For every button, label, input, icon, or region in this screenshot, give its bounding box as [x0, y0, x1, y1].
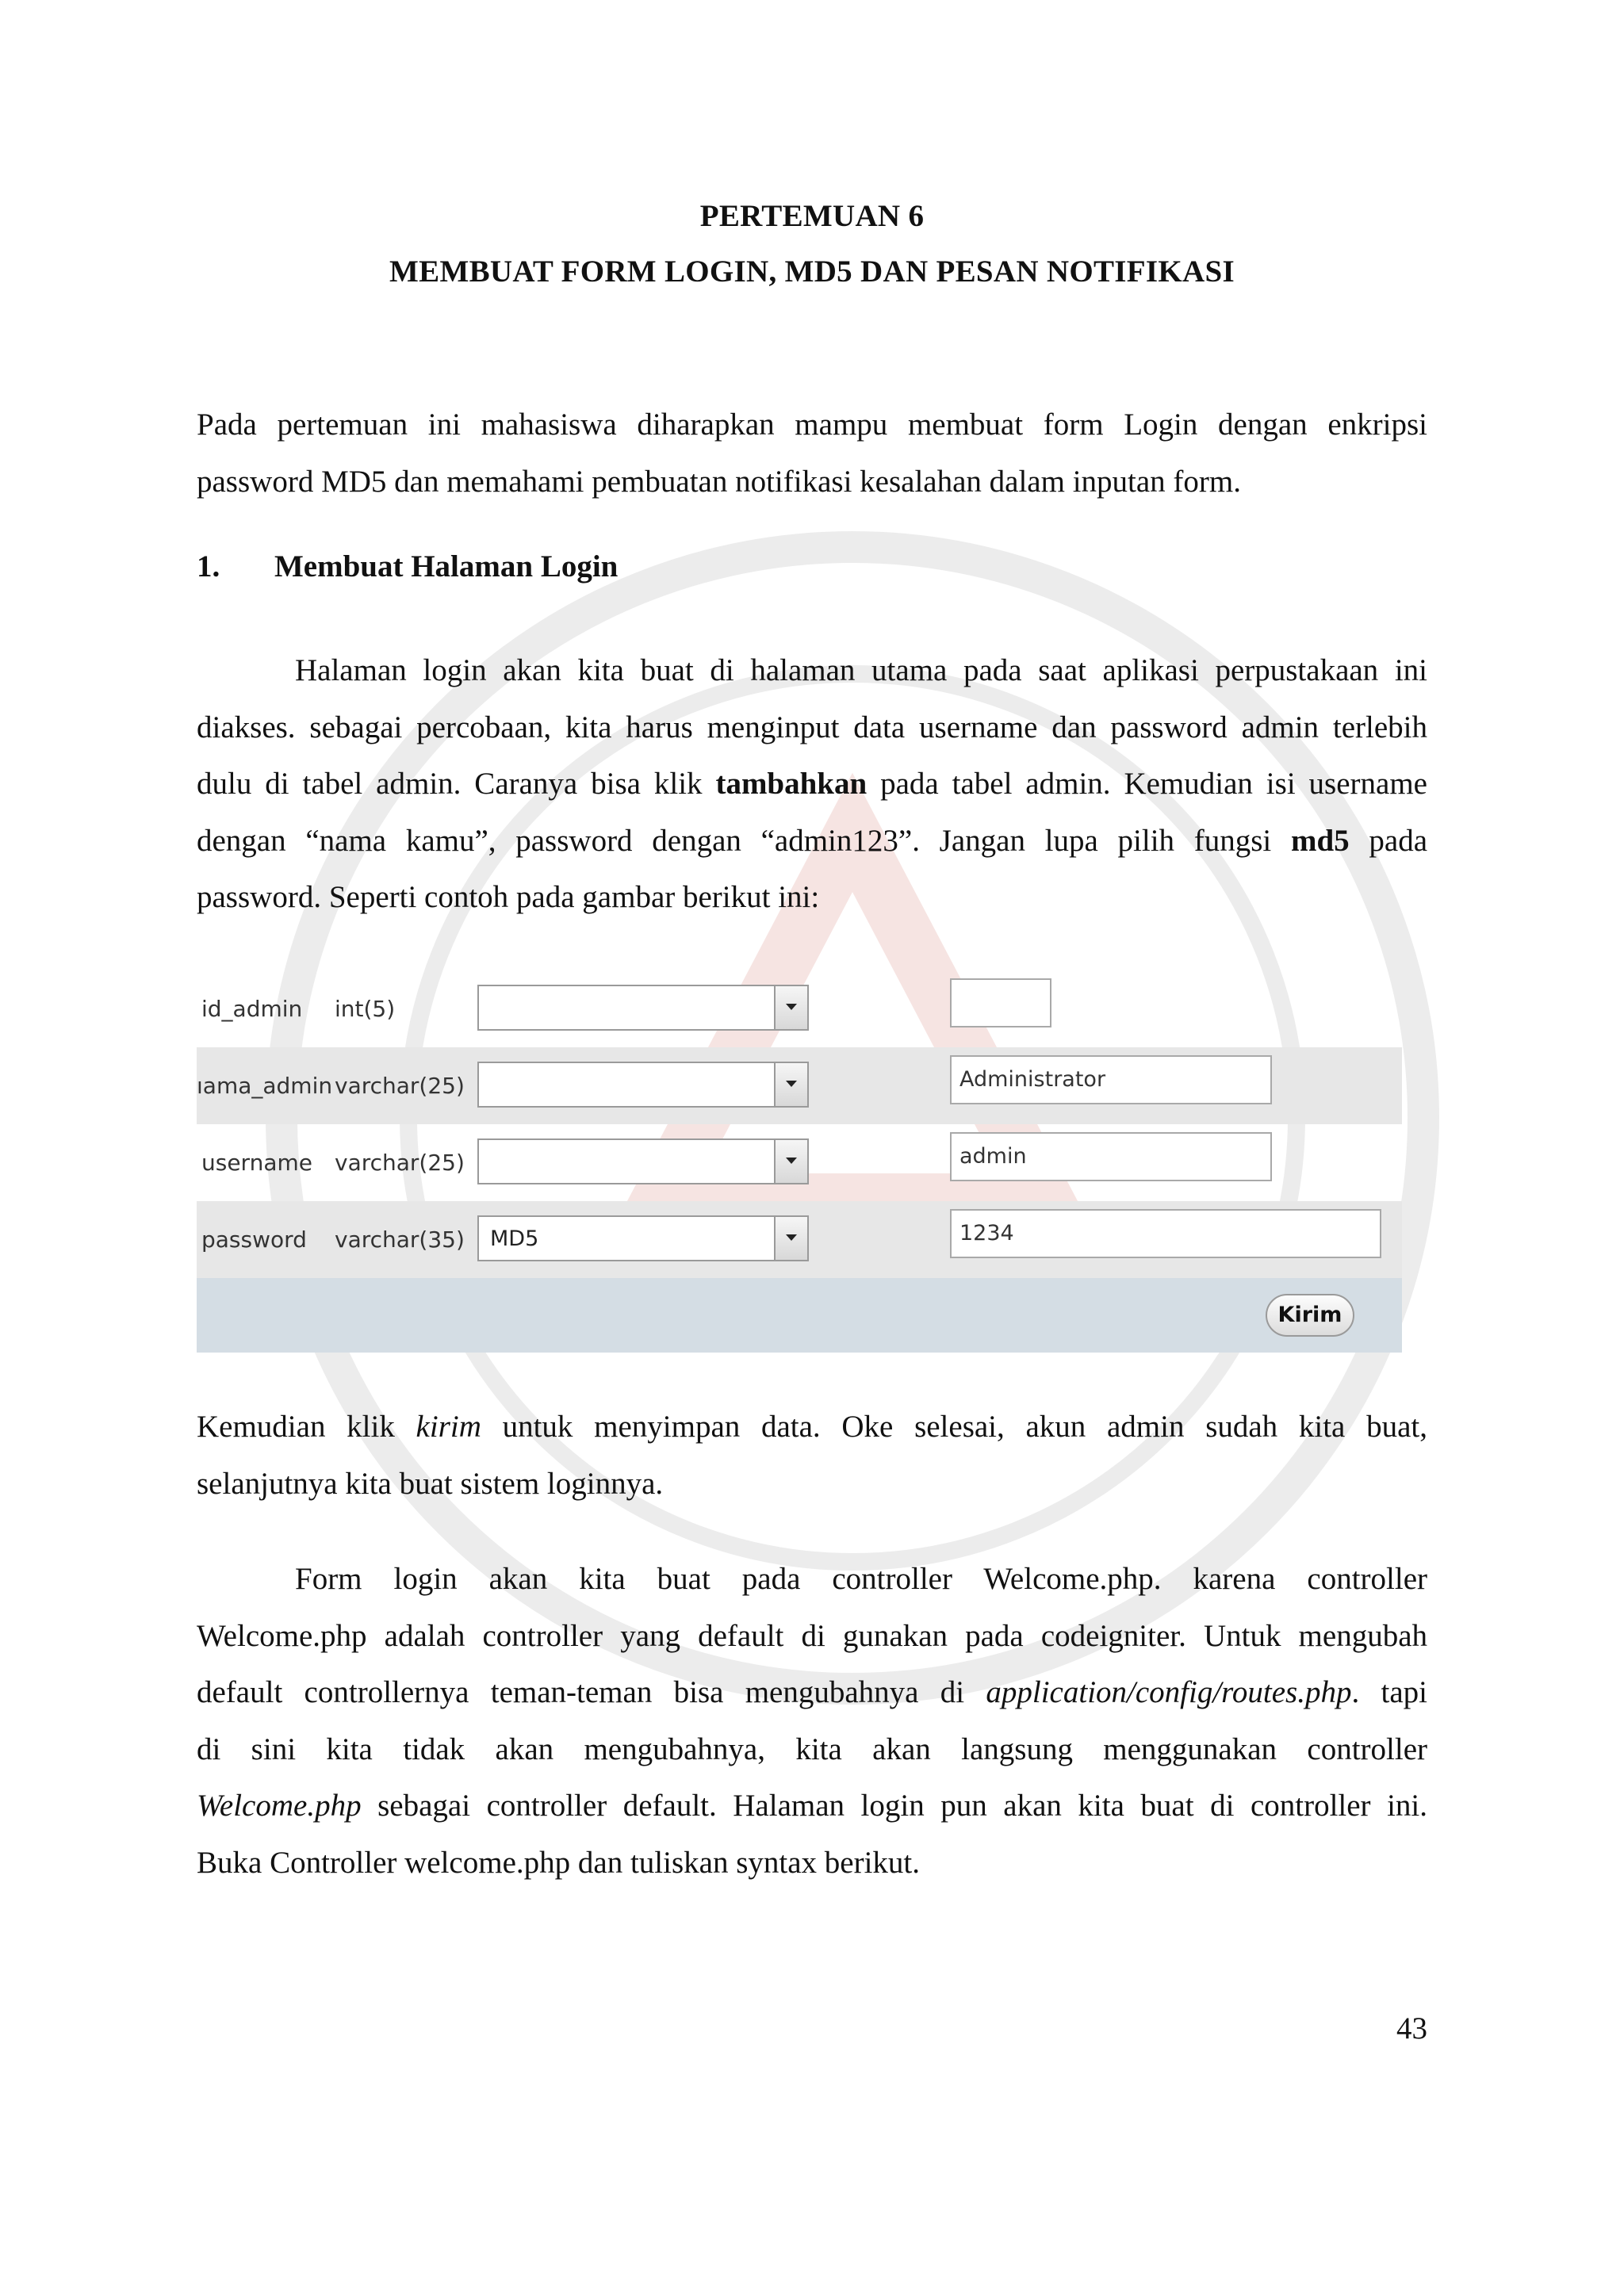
- column-type: varchar(25): [335, 1150, 465, 1176]
- column-name: id_admin: [201, 996, 303, 1022]
- chapter-subtitle: MEMBUAT FORM LOGIN, MD5 DAN PESAN NOTIFIKASI: [389, 254, 1235, 289]
- para3-text: untuk menyimpan data. Oke selesai, akun admin sudah kita buat,: [481, 1410, 1427, 1444]
- value-input[interactable]: [950, 978, 1051, 1027]
- chevron-down-icon[interactable]: [774, 1140, 807, 1183]
- para2-text: dengan “nama kamu”, password dengan “admin123”. Jangan lupa pilih fungsi: [197, 823, 1291, 858]
- function-select[interactable]: [477, 1062, 809, 1108]
- column-name: ıama_admin: [197, 1073, 333, 1099]
- bold-tambahkan: tambahkan: [715, 767, 868, 801]
- form-row: [197, 970, 1402, 1047]
- value-input[interactable]: 1234: [950, 1209, 1381, 1258]
- chevron-down-icon[interactable]: [774, 986, 807, 1029]
- para2-text: pada: [1349, 823, 1428, 858]
- para2-line-2: diakses. sebagai percobaan, kita harus menginput data username dan password admin terlebih: [197, 710, 1427, 744]
- para2-text: dulu di tabel admin. Caranya bisa klik: [197, 767, 716, 801]
- intro-paragraph: [197, 396, 1427, 510]
- para3-text: Kemudian klik: [197, 1410, 416, 1444]
- para2-line-3: [197, 756, 1427, 813]
- chevron-down-icon[interactable]: [774, 1063, 807, 1106]
- value-input[interactable]: Administrator: [950, 1055, 1272, 1104]
- intro-line-2: password MD5 dan memahami pembuatan notifikasi kesalahan dalam inputan form.: [197, 464, 1241, 499]
- italic-welcome-php: Welcome.php: [197, 1789, 362, 1823]
- para4-text: sebagai controller default. Halaman login pun akan kita buat di controller ini.: [361, 1789, 1427, 1823]
- column-name: password: [201, 1226, 307, 1253]
- italic-kirim: kirim: [416, 1410, 481, 1444]
- form-footer: [197, 1278, 1402, 1353]
- controller-paragraph: [197, 1551, 1427, 1891]
- intro-line-1: Pada pertemuan ini mahasiswa diharapkan mampu membuat form Login dengan enkripsi: [197, 408, 1427, 442]
- para4-line-5: [197, 1777, 1427, 1835]
- section-number: 1.: [197, 549, 220, 584]
- submit-paragraph: [197, 1399, 1427, 1512]
- form-row: [197, 1201, 1402, 1278]
- para2-text: pada tabel admin. Kemudian isi username: [867, 767, 1427, 801]
- function-select[interactable]: [477, 1138, 809, 1184]
- insert-form-screenshot: [197, 970, 1402, 1340]
- para3-line-1: [197, 1399, 1427, 1456]
- italic-routes-path: application/config/routes.php: [986, 1675, 1352, 1709]
- para3-line-2: selanjutnya kita buat sistem loginnya.: [197, 1466, 664, 1501]
- chapter-title: PERTEMUAN 6: [699, 199, 925, 233]
- function-select[interactable]: [477, 1215, 809, 1261]
- chevron-down-icon[interactable]: [774, 1217, 807, 1260]
- section-heading: [197, 549, 618, 584]
- function-select[interactable]: [477, 985, 809, 1031]
- form-row: [197, 1047, 1402, 1124]
- form-row: [197, 1124, 1402, 1201]
- kirim-button[interactable]: Kirim: [1266, 1294, 1354, 1337]
- page-number: 43: [1396, 2011, 1427, 2045]
- column-type: varchar(35): [335, 1226, 465, 1253]
- para4-line-2: Welcome.php adalah controller yang default di gunakan pada codeigniter. Untuk mengubah: [197, 1618, 1427, 1653]
- bold-md5: md5: [1290, 823, 1350, 858]
- para4-line-4: di sini kita tidak akan mengubahnya, kita akan langsung menggunakan controller: [197, 1732, 1427, 1766]
- value-input[interactable]: admin: [950, 1132, 1272, 1181]
- para4-text: . tapi: [1351, 1675, 1427, 1709]
- para2-line-4: [197, 813, 1427, 870]
- column-type: varchar(25): [335, 1073, 465, 1099]
- para2-line-1: Halaman login akan kita buat di halaman utama pada saat aplikasi perpustakaan ini: [295, 653, 1427, 687]
- section-title: Membuat Halaman Login: [274, 549, 619, 584]
- column-type: int(5): [335, 996, 396, 1022]
- para4-line-6: Buka Controller welcome.php dan tuliskan syntax berikut.: [197, 1845, 920, 1880]
- para4-text: default controllernya teman-teman bisa mengubahnya di: [197, 1675, 986, 1709]
- function-value: MD5: [490, 1226, 539, 1251]
- para2-line-5: password. Seperti contoh pada gambar berikut ini:: [197, 880, 820, 914]
- para4-line-1: Form login akan kita buat pada controller Welcome.php. karena controller: [295, 1562, 1427, 1596]
- para4-line-3: [197, 1664, 1427, 1721]
- login-intro-paragraph: [197, 642, 1427, 926]
- column-name: username: [201, 1150, 312, 1176]
